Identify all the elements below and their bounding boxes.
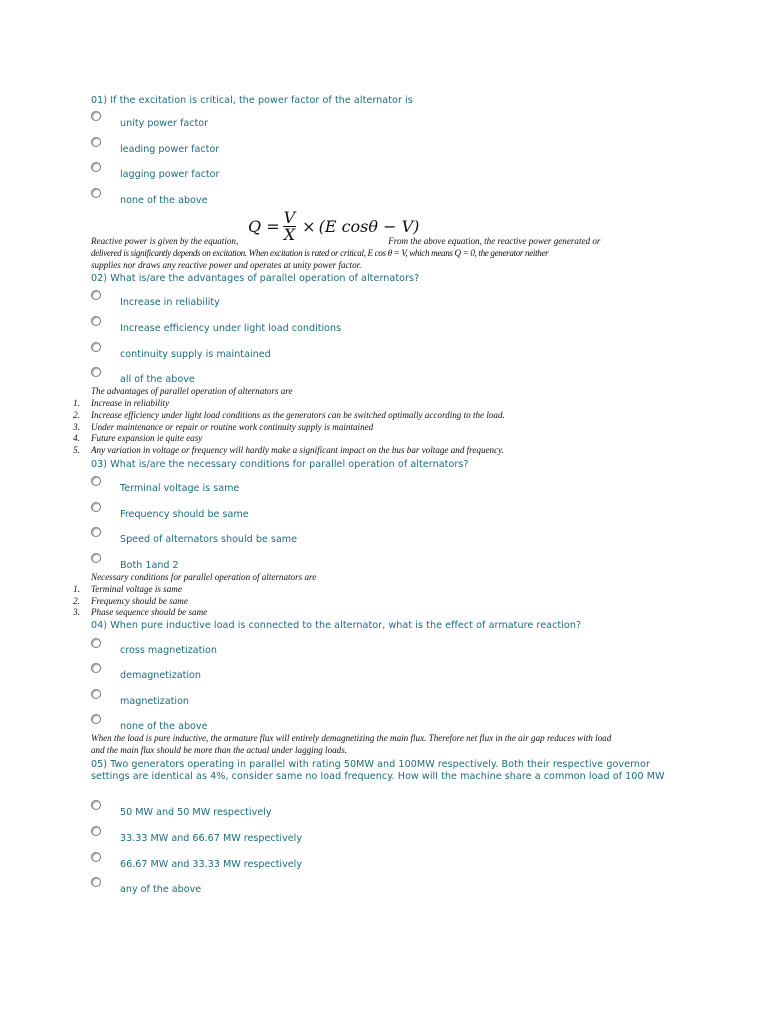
radio-button[interactable] [91, 877, 101, 887]
question-5-text: 05) Two generators operating in parallel with rating 50MW and 100MW respectively. Both their respective governor settings are identical as 4%, consider same no load frequency. How will the machine share a common load of 100 MW [91, 759, 665, 782]
list-text: Terminal voltage is same [91, 584, 182, 594]
list-text: Increase in reliability [91, 398, 170, 408]
option-label: Increase efficiency under light load conditions [120, 323, 342, 334]
question-2-option-3[interactable] [91, 342, 491, 358]
explanation-3-item [66, 607, 207, 617]
question-4-option-2[interactable] [91, 663, 491, 679]
question-1-option-3[interactable] [91, 162, 491, 178]
explanation-1-line-2: delivered is significantly depends on excitation. When excitation is rated or critical, E cos θ = V, which means Q = 0, the generator neither [91, 248, 549, 258]
option-label: unity power factor [120, 118, 209, 129]
question-5-option-2[interactable] [91, 826, 491, 842]
question-4-option-3[interactable] [91, 689, 491, 705]
option-label: leading power factor [120, 144, 220, 155]
list-text: Increase efficiency under light load conditions as the generators can be switched optimally according to the load. [91, 410, 505, 420]
radio-button[interactable] [91, 800, 101, 810]
option-label: any of the above [120, 884, 202, 895]
question-2-option-4[interactable] [91, 367, 491, 383]
formula-numerator: V [283, 207, 296, 227]
explanation-2-item [66, 433, 202, 443]
list-text: Frequency should be same [91, 596, 188, 606]
radio-button[interactable] [91, 689, 101, 699]
list-number: 3. [73, 422, 80, 432]
question-5-option-4[interactable] [91, 877, 491, 893]
formula-times: × [302, 216, 316, 236]
question-3-option-1[interactable] [91, 476, 491, 492]
explanation-2-item [66, 398, 169, 408]
question-1-text: 01) If the excitation is critical, the power factor of the alternator is [91, 95, 413, 106]
option-label: continuity supply is maintained [120, 349, 271, 360]
list-number: 1. [73, 584, 80, 594]
explanation-4-line-1: When the load is pure inductive, the armature flux will entirely demagnetizing the main flux. Therefore net flux in the air gap reduces with load [91, 733, 612, 743]
option-label: Both 1and 2 [120, 560, 179, 571]
question-2-option-2[interactable] [91, 316, 491, 332]
list-text: Future expansion ie quite easy [91, 433, 203, 443]
question-5-option-3[interactable] [91, 852, 491, 868]
list-number: 2. [73, 596, 80, 606]
list-text: Under maintenance or repair or routine work continuity supply is maintained [91, 422, 374, 432]
radio-button[interactable] [91, 852, 101, 862]
explanation-3-item [66, 596, 188, 606]
option-label: Increase in reliability [120, 297, 220, 308]
radio-button[interactable] [91, 553, 101, 563]
radio-button[interactable] [91, 826, 101, 836]
list-text: Any variation in voltage or frequency will hardly make a significant impact on the bus bar voltage and frequency. [91, 445, 504, 455]
option-label: magnetization [120, 696, 190, 707]
explanation-2-intro: The advantages of parallel operation of alternators are [91, 386, 293, 396]
radio-button[interactable] [91, 137, 101, 147]
option-label: 33.33 MW and 66.67 MW respectively [120, 833, 303, 844]
option-label: Terminal voltage is same [120, 483, 240, 494]
radio-button[interactable] [91, 527, 101, 537]
list-number: 1. [73, 398, 80, 408]
question-1-option-1[interactable] [91, 111, 491, 127]
question-1-option-4[interactable] [91, 188, 491, 204]
explanation-3-intro: Necessary conditions for parallel operation of alternators are [91, 572, 317, 582]
radio-button[interactable] [91, 111, 101, 121]
question-1-option-2[interactable] [91, 137, 491, 153]
question-4-option-4[interactable] [91, 714, 491, 730]
explanation-4-line-2: and the main flux should be more than the actual under lagging loads. [91, 745, 348, 755]
option-label: 50 MW and 50 MW respectively [120, 807, 272, 818]
explanation-1-line-1 [91, 236, 600, 246]
question-3-option-2[interactable] [91, 502, 491, 518]
option-label: demagnetization [120, 670, 202, 681]
list-number: 2. [73, 410, 80, 420]
option-label: none of the above [120, 721, 208, 732]
list-number: 3. [73, 607, 80, 617]
radio-button[interactable] [91, 714, 101, 724]
option-label: all of the above [120, 374, 195, 385]
radio-button[interactable] [91, 342, 101, 352]
radio-button[interactable] [91, 188, 101, 198]
explanation-1-line-3: supplies nor draws any reactive power and operates at unity power factor. [91, 260, 362, 270]
radio-button[interactable] [91, 502, 101, 512]
radio-button[interactable] [91, 663, 101, 673]
formula-rhs: (E cosθ − V) [318, 216, 420, 236]
radio-button[interactable] [91, 476, 101, 486]
question-4-text: 04) When pure inductive load is connected to the alternator, what is the effect of armature reaction? [91, 620, 582, 631]
option-label: Speed of alternators should be same [120, 534, 297, 545]
question-5-option-1[interactable] [91, 800, 491, 816]
formula-lhs: Q = [248, 216, 280, 236]
radio-button[interactable] [91, 367, 101, 377]
list-text: Phase sequence should be same [91, 607, 208, 617]
list-number: 4. [73, 433, 80, 443]
explanation-2-item [66, 445, 504, 455]
question-3-text: 03) What is/are the necessary conditions for parallel operation of alternators? [91, 459, 469, 470]
question-2-text: 02) What is/are the advantages of parallel operation of alternators? [91, 273, 420, 284]
option-label: 66.67 MW and 33.33 MW respectively [120, 859, 303, 870]
formula-denominator: X [283, 224, 296, 244]
option-label: none of the above [120, 195, 208, 206]
radio-button[interactable] [91, 162, 101, 172]
option-label: lagging power factor [120, 169, 220, 180]
explanation-3-item [66, 584, 182, 594]
explanation-1-continue: From the above equation, the reactive power generated or [388, 236, 601, 246]
option-label: cross magnetization [120, 645, 217, 656]
option-label: Frequency should be same [120, 509, 249, 520]
radio-button[interactable] [91, 290, 101, 300]
explanation-2-item [66, 422, 373, 432]
list-number: 5. [73, 445, 80, 455]
radio-button[interactable] [91, 316, 101, 326]
radio-button[interactable] [91, 638, 101, 648]
question-2-option-1[interactable] [91, 290, 491, 306]
explanation-2-item [66, 410, 505, 420]
explanation-1-lead: Reactive power is given by the equation, [91, 236, 239, 246]
question-3-option-4[interactable] [91, 553, 491, 569]
question-4-option-1[interactable] [91, 638, 491, 654]
question-3-option-3[interactable] [91, 527, 491, 543]
